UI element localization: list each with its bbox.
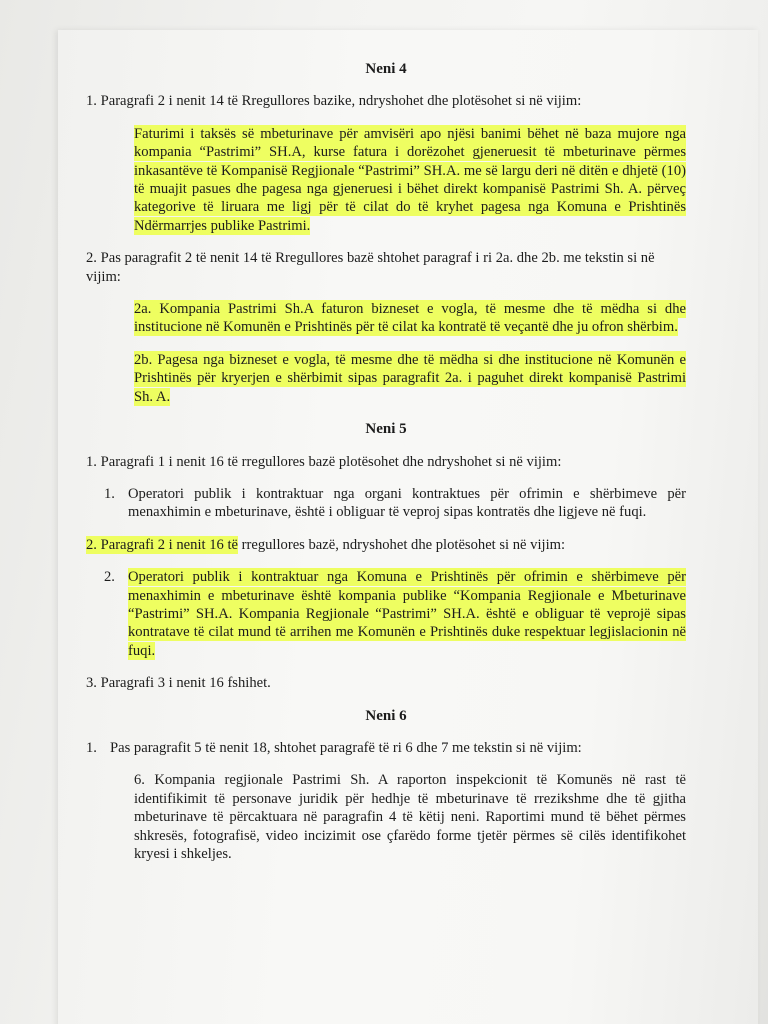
article-5-item-2 — [104, 568, 686, 660]
item-number: 2. — [104, 569, 115, 586]
highlighted-text: Faturimi i taksës së mbeturinave për amvisëri apo njësi banimi bëhet në baza mujore nga kompania “Pastrimi” SH.A, kurse fatura i dorëzohet gjeneruesit të mbeturinave përmes inkasantëve të Kompanisë Regjionale “Pastrimi” SH.A. me së largu deri në ditën e dhjetë (10) të muajit pasues dhe pagesa nga gjeneruesi i bëhet direkt kompanisë Pastrimi Sh. A. përveç kategorive të liruara me ligj për të cilat do të kryhet pagesa nga Komuna e Prishtinës Ndërmarrjes publike Pastrimi. — [134, 125, 686, 234]
highlighted-text: 2a. Kompania Pastrimi Sh.A faturon bizneset e vogla, të mesme dhe të mëdha si dhe institucione në Komunën e Prishtinës për të cilat ka kontratë të veçantë dhe ju ofron shërbim. — [134, 301, 686, 336]
item-number: 1. — [104, 485, 115, 502]
article-5-paragraph-2 — [86, 536, 686, 554]
item-text: Operatori publik i kontraktuar nga organi kontraktues për ofrimin e shërbimeve për menaxhimin e mbeturinave, është i obliguar të veproj sipas kontratës dhe ligjeve në fuqi. — [128, 485, 686, 521]
article-4-paragraph-2a — [134, 300, 686, 337]
highlighted-text: 2b. Pagesa nga bizneset e vogla, të mesme dhe të mëdha si dhe institucione në Komunën e Prishtinës për kryerjen e shërbimit sipas paragrafit 2a. i paguhet direkt kompanisë Pastrimi Sh. A. — [134, 351, 686, 405]
article-4-paragraph-2b — [134, 351, 686, 406]
article-6-heading: Neni 6 — [365, 707, 407, 724]
item-text: Pas paragrafit 5 të nenit 18, shtohet paragrafë të ri 6 dhe 7 me tekstin si në vijim: — [110, 739, 582, 756]
paragraph-text: rregullores bazë, ndryshohet dhe plotësohet si në vijim: — [237, 536, 566, 553]
item-number: 1. — [86, 739, 97, 756]
article-4-heading: Neni 4 — [365, 61, 407, 77]
document-text — [86, 60, 686, 877]
item-text — [128, 568, 686, 660]
article-4-paragraph-1: 1. Paragrafi 2 i nenit 14 të Rregullores bazike, ndryshohet dhe plotësohet si në vijim: — [86, 93, 582, 110]
article-5-item-1 — [104, 485, 686, 522]
article-6-item-1 — [86, 739, 686, 757]
article-4-paragraph-2: 2. Pas paragrafit 2 të nenit 14 të Rregullores bazë shtohet paragraf i ri 2a. dhe 2b. me tekstin si në vijim: — [86, 250, 655, 285]
highlighted-text: Operatori publik i kontraktuar nga Komuna e Prishtinës për ofrimin e shërbimeve për menaxhimin e mbeturinave është kompania publike “Kompania Regjionale e Mbeturinave “Pastrimi” SH.A. Kompania Regjionale “Pastrimi” SH.A. është e obliguar të veprojë sipas kontratave të cilat mund të arrihen me Komunën e Prishtinës duke respektuar legjislacionin në fuqi. — [128, 569, 686, 659]
highlighted-text: 2. Paragrafi 2 i nenit 16 të — [86, 536, 238, 553]
article-5-paragraph-3: 3. Paragrafi 3 i nenit 16 fshihet. — [86, 675, 271, 692]
article-6-paragraph-6: 6. Kompania regjionale Pastrimi Sh. A raporton inspekcionit të Komunës në rast të identifikimit të personave juridik për hedhje të mbeturinave të rrezikshme dhe të gjitha mbeturinave të përcaktuara në paragrafin 4 të këtij neni. Raportimi mund të bëhet përmes shkresës, fotografisë, video incizimit ose çfarëdo forme tjetër përmes së cilës identifikohet kryesi i shkeljes. — [134, 772, 686, 862]
article-5-paragraph-1: 1. Paragrafi 1 i nenit 16 të rregullores bazë plotësohet dhe ndryshohet si në vijim: — [86, 453, 562, 470]
article-5-heading: Neni 5 — [365, 421, 407, 438]
article-4-paragraph-1-text — [134, 125, 686, 235]
